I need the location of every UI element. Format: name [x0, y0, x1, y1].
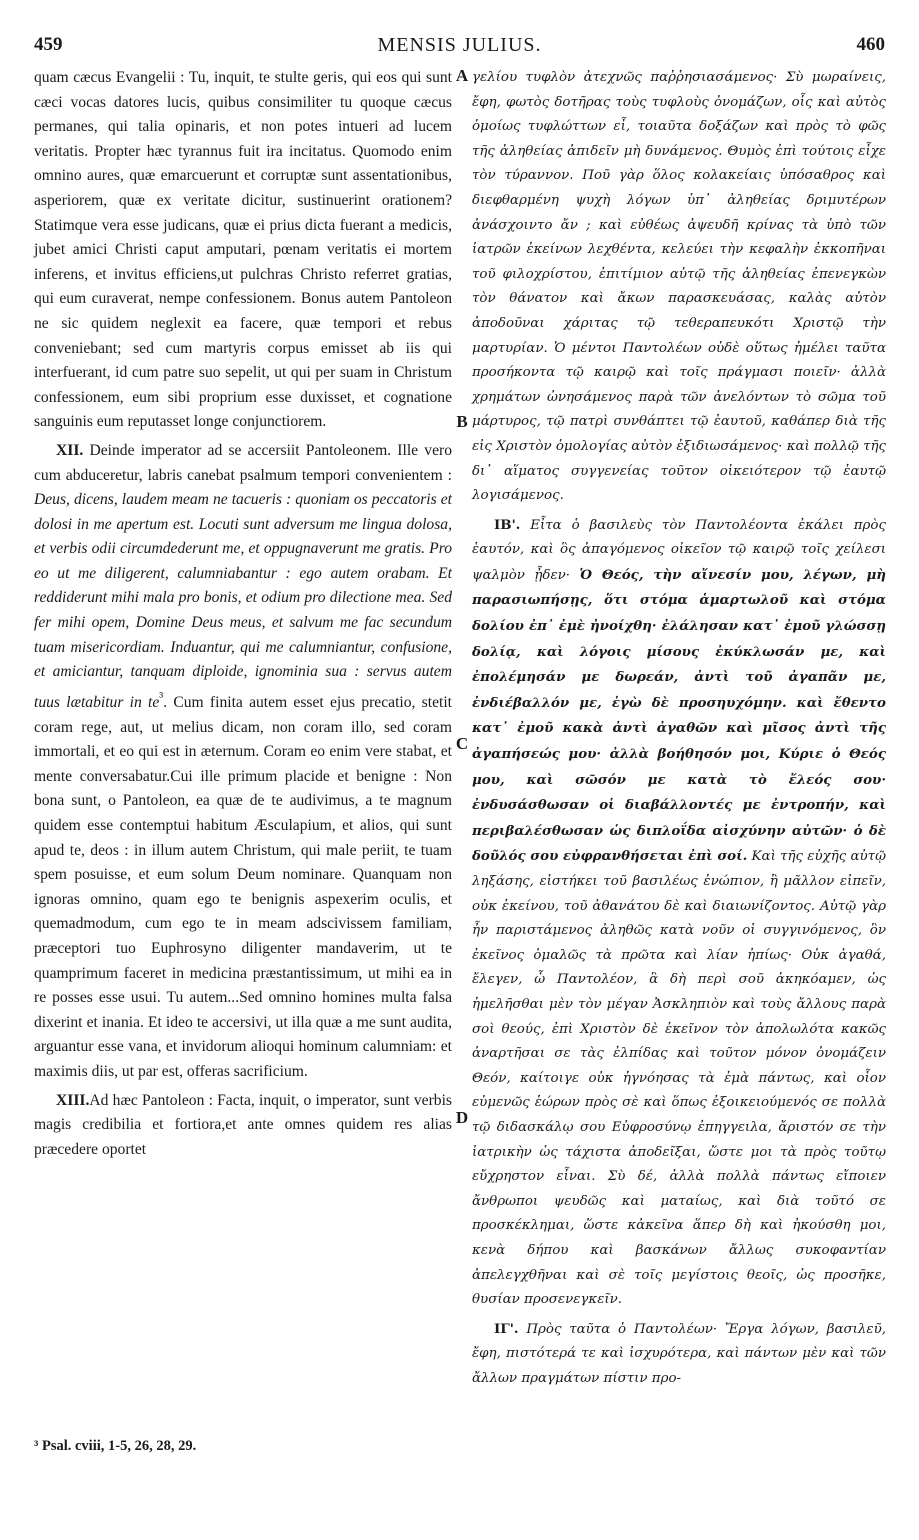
page-number-right: 460	[856, 34, 885, 55]
running-header	[34, 34, 885, 64]
latin-section-12-intro: Deinde imperator ad se accersiit Pantoleonem. Ille vero cum abduceretur, labris canebat psalmum tempori convenientem :	[34, 441, 452, 484]
margin-letter-c: C	[455, 734, 469, 753]
page-number-left: 459	[34, 34, 63, 55]
greek-psalm-quote: Ὁ Θεός, τὴν αἴνεσίν μου, λέγων, μὴ παρασιωπήσῃς, ὅτι στόμα ἁμαρτωλοῦ καὶ στόμα δολίου ἐπ᾽ ἐμὲ ἠνοίχθη· ἐλάλησαν κατ᾽ ἐμοῦ γλώσσῃ δολίᾳ, καὶ λόγοις μίσους ἐκύκλωσάν με, καὶ ἐπολέμησάν με δωρεάν, ἀντὶ τοῦ ἀγαπᾶν με, ἐνδιέβαλλόν με, ἐγὼ δὲ προσηυχόμην. καὶ ἔθεντο κατ᾽ ἐμοῦ κακὰ ἀντὶ ἀγαθῶν καὶ μῖσος ἀντὶ τῆς ἀγαπήσεώς μου· ἀλλὰ βοήθησόν μοι, Κύριε ὁ Θεός μου, καὶ σῶσόν με κατὰ τὸ ἔλεός σου· ἐνδυσάσθωσαν οἱ διαβάλλοντές με ἐντροπήν, καὶ περιβαλέσθωσαν ὡς διπλοΐδα αἰσχύνην αὐτῶν· ὁ δὲ δοῦλός σου εὐφρανθήσεται ἐπὶ σοί.	[472, 566, 887, 865]
margin-letter-d: D	[455, 1108, 469, 1127]
latin-section-number: XIII.	[56, 1091, 90, 1109]
greek-column	[472, 66, 886, 1391]
latin-section-number: XII.	[56, 441, 84, 459]
greek-section-13	[472, 1317, 886, 1392]
footnote-reference: ³	[159, 688, 164, 704]
greek-section-12	[472, 513, 886, 1313]
margin-letter-b: B	[456, 412, 468, 431]
greek-section-number: ΙΒ'.	[494, 516, 521, 533]
greek-paragraph-continued: γελίου τυφλὸν ἀτεχνῶς παῤῥησιασάμενος· Σὺ μωραίνεις, ἔφη, φωτὸς δοτῆρας τοὺς τυφλοὺς ὀνομάζων, οἷς καὶ αὐτὸς ὁμοίως τυφλώττων εἶ, τοιαῦτα δοξάζων καὶ πρὸς τὸ φῶς τῆς ἀληθείας ἀπιδεῖν μὴ δυνάμενος. Θυμὸς ἐπὶ τούτοις εἶχε τὸν τύραννον. Ποῦ γὰρ ὅλος κολακείαις ὑπόσαθρος καὶ διεφθαρμένη ψυχὴ λόγων ὑπ᾽ ἀληθείας δριμυτέρων ἀνάσχοιντο ἄν ; καὶ εὐθέως ἀψευδῆ κρίνας τὰ ὑπὸ τῶν ἰατρῶν ἐκείνων λεχθέντα, κελεύει τὴν κεφαλὴν ἐκκοπῆναι τοῦ φιλοχρίστου, ἐπιτίμιον αὐτῷ τῆς ἀληθείας ἐπενεγκὼν τὸν θάνατον καὶ ἄκων παρασκευάσας, καλὰς αὐτὸν ἀποδοῦναι χάριτας τῷ τεθεραπευκότι Χριστῷ τὴν μαρτυρίαν. Ὁ μέντοι Παντολέων οὐδὲ οὕτως ἠμέλει ταῦτα προσήκοντα τῷ καιρῷ καὶ τοῖς πράγμασι ποιεῖν· ἀλλὰ χρημάτων ὠνησάμενος παρὰ τῶν ἀνελόντων τὸ σῶμα τοῦ μάρτυρος, τῷ πατρὶ συνθάπτει τῷ ἑαυτοῦ, καθάπερ διὰ τῆς εἰς Χριστὸν ὁμολογίας αὐτὸν ἐξιδιωσάμενος· καὶ πολλῷ τῆς δι᾽ αἵματος συγγενείας τοῦτον οἰκειότερον τῷ ἑαυτῷ λογισάμενος.	[472, 70, 886, 504]
running-title: MENSIS JULIUS.	[377, 34, 542, 56]
footnote: ³ Psal. cviii, 1-5, 26, 28, 29.	[34, 1438, 197, 1454]
latin-psalm-quote: Deus, dicens, laudem meam ne tacueris : quoniam os peccatoris et dolosi in me apertum est. Locuti sunt adversum me lingua dolosa, et verbis odii circumdederunt me, et oppugnaverunt me gratis. Pro eo ut me diligerent, calumniabantur : ego autem orabam. Et reddiderunt mihi mala pro bonis, et odium pro dilectione mea. Sed fer mihi opem, Domine Deus meus, et salvum me fac secundum tuam misericordiam. Induantur, qui me calumniantur, confusione, et amiciantur, tanquam diploide, ignominia sua : servus autem tuus lætabitur in te	[34, 491, 452, 712]
latin-section-12-text: . Cum finita autem esset ejus precatio, stetit coram rege, aut, ut melius dicam, non coram illo, sed coram immortali, et eo qui est in æternum. Coram eo enim vere stabat, et mente conversabatur.Cui ille primum placide et benigne : Non bona sunt, o Pantoleon, ea quæ de te audivimus, a te magnum quidem esse contemptui habitum Æsculapium, et alios, qui sunt apud te, deos : in illum autem Christum, qui male periit, te tuam spem posuisse, et eum solum Deum nominare. Quanquam non ignoras omnino, quam ego te benignis aspexerim oculis, et quemadmodum, cum ego te in meam adscivissem familiam, præceptori tuo Euphrosyno diligenter mandaverim, ut te quamprimum faceret in medicina præstantissimum, ut mihi ea in re posses esse usui. Tu autem...Sed omnino homines multa falsa dixerint et inania. Et ideo te accersivi, ut illa quæ a me sunt audita, arguantur esse vana, et invidorum alioqui hominum calumniam: et maximis diis, ut par est, offeras sacrificium.	[34, 694, 452, 1080]
margin-letter-a: A	[455, 66, 469, 85]
latin-section-12	[34, 439, 452, 1085]
greek-section-12-text: Καὶ τῆς εὐχῆς αὐτῷ ληξάσης, εἱστήκει τοῦ βασιλέως ἐνώπιον, ἢ μᾶλλον εἰπεῖν, οὐκ ἐκείνου, τοῦ ἀθανάτου δὲ καὶ διαιωνίζοντος. Αὐτῷ γὰρ ἦν παριστάμενος ἀληθῶς κατὰ νοῦν οἱ συγγινόμενος, ὃν ἐκεῖνος ὁμαλῶς τὰ πρῶτα καὶ λίαν ἠπίως· Οὐκ ἀγαθά, ἔλεγεν, ὦ Παντολέον, ἃ δὴ περὶ σοῦ ἀκηκόαμεν, ὡς ἠμελῆσθαι μὲν τὸν μέγαν Ἀσκληπιὸν καὶ τοὺς ἄλλους παρὰ σοὶ θεούς, ἐπὶ Χριστὸν δὲ ἐκεῖνον τὸν ἀπολωλότα κακῶς ἀναρτῆσαι σε τὰς ἐλπίδας καὶ τοῦτον μόνον ὀνομάζειν Θεόν, καίτοιγε οὐκ ἠγνόησας τὰ ἐμὰ πάντως, καὶ οἷον εὐμενῶς ἑώρων πρὸς σὲ καὶ ὅπως ἐξοικειούμενός σε πολλὰ τῷ διδασκάλῳ σου Εὐφροσύνῳ ἐπηγγειλα, ἄριστόν σε τὴν ἰατρικὴν ὡς τάχιστα ἀποδεῖξαι, ὥστε μοι τὰ πρὸς τοῦτῳ εὔχρηστον εἶναι. Σὺ δέ, ἀλλὰ πολλὰ πάντως εἴποιεν ἄνθρωποι ψευδῶς καὶ ματαίως, καὶ διὰ τοῦτό σε προσκέκλημαι, ὥστε κἀκεῖνα ἅπερ δὴ καὶ ἠκούσθη μοι, κενὰ δήπου καὶ βασκάνων ἄλλως συκοφαντίαν ἀπελεγχθῆναι καὶ σὲ τοῖς μεγίστοις θεοῖς, ὡς προσῆκε, θυσίαν προσενεγκεῖν.	[472, 849, 886, 1308]
latin-section-13-text: Ad hæc Pantoleon : Facta, inquit, o imperator, sunt verbis magis credibilia et fortiora,et ante omnes quidem res alias præcedere oportet	[34, 1091, 452, 1158]
greek-section-13-text: Πρὸς ταῦτα ὁ Παντολέων· Ἔργα λόγων, βασιλεῦ, ἔφη, πιστότερά τε καὶ ἰσχυρότερα, καὶ πάντων μὲν καὶ τῶν ἄλλων πραγμάτων πίστιν προ-	[472, 1321, 886, 1386]
latin-column	[34, 66, 452, 1162]
latin-paragraph-continued: quam cæcus Evangelii : Tu, inquit, te stulte geris, qui eos qui sunt cæci vocas datores lucis, quibus consimiliter tu quoque cæcus permanes, qui talia opinaris, et non potes intueri ad lucem veritatis. Propter hæc tyrannus fuit ira incitatus. Quomodo enim omnino aures, quæ emarcuerunt et corruptæ sunt assentationibus, asperiorem, quæ ex veritate dicitur, sustinuerint orationem? Statimque vera esse judicans, quæ ei prius dicta fuerant a medicis, jubet amici Christi caput amputari, pœnam veritatis ei mortem inferens, et invitus efficiens,ut pulchras Christo referret gratias, qui eum curaverat, nempe confessionem. Bonus autem Pantoleon ne sic quidem neglexit ea facere, quæ tempori et rebus conveniebant; sed cum martyris corpus emisset ab iis qui interfuerant, id cum patre suo sepelit, ut qui per suam in Christum confessionem, eum sibi proprium esse duxisset, et cognatione sanguinis eum reputasset longe conjunctiorem.	[34, 69, 452, 431]
latin-section-13	[34, 1089, 452, 1163]
greek-section-number: ΙΓ'.	[494, 1320, 519, 1337]
greek-section-12-intro: Εἶτα ὁ βασιλεὺς τὸν Παντολέοντα ἐκάλει πρὸς ἑαυτόν, καὶ ὃς ἀπαγόμενος οἰκεῖον τῷ καιρῷ τοῖς χείλεσι ψαλμὸν ᾖδεν·	[472, 517, 886, 583]
